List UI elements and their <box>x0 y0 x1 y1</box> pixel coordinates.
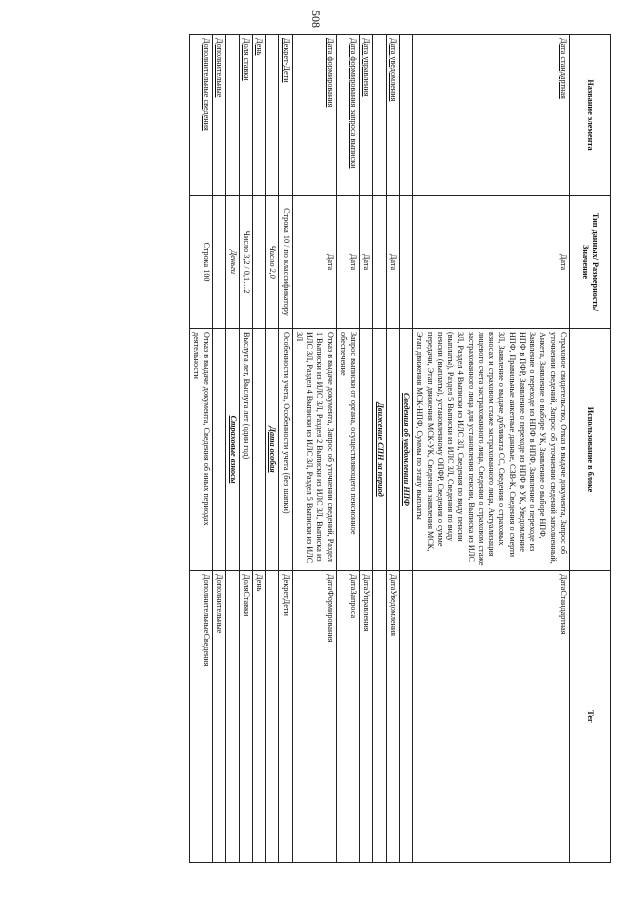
table-row <box>239 35 252 863</box>
cell-element-name <box>226 35 239 196</box>
table-row <box>292 35 336 863</box>
cell-tag: ДатаЗапроса <box>336 571 360 863</box>
cell-usage: Страховые взносы <box>226 329 239 571</box>
cell-data-type: Дата <box>336 196 360 329</box>
cell-usage <box>386 329 399 571</box>
table-row <box>253 35 266 863</box>
cell-element-name: Дата уведомления <box>386 35 399 196</box>
cell-element-name: Доля ставки <box>239 35 252 196</box>
table-row <box>360 35 373 863</box>
cell-usage: Дата особая <box>266 329 279 571</box>
cell-tag: Дополнительные <box>213 571 226 863</box>
cell-data-type <box>373 196 386 329</box>
cell-element-name: Дополнительные <box>213 35 226 196</box>
cell-data-type <box>213 196 226 329</box>
cell-tag: День <box>253 571 266 863</box>
table-row <box>213 35 226 863</box>
cell-tag: ДоляСтавки <box>239 571 252 863</box>
cell-tag <box>400 571 413 863</box>
cell-element-name <box>266 35 279 196</box>
cell-tag <box>373 571 386 863</box>
cell-tag: ДополнительныеСведения <box>189 571 213 863</box>
cell-usage: Движение СПН за период <box>373 329 386 571</box>
cell-element-name: Дата стандартная <box>413 35 570 196</box>
cell-usage: Отказ в выдаче документа, Запрос об уточнении сведений, Раздел 1 Выписки из ИЛС ЗЛ, Раздел 2 Выписки из ИЛС ЗЛ, Выписка из ИЛС ЗЛ, Раздел 4 Выписки из ИЛС ЗЛ, Раздел 5 Выписки из ИЛС ЗЛ <box>292 329 336 571</box>
table-row <box>386 35 399 863</box>
cell-element-name: Декрет-Дети <box>279 35 292 196</box>
section-row <box>400 35 413 863</box>
column-header-type: Тип данных/ Размерность/ Значение <box>570 196 611 329</box>
cell-tag <box>226 571 239 863</box>
table-row <box>336 35 360 863</box>
cell-element-name: Дата формирования <box>292 35 336 196</box>
cell-usage: Страховое свидетельство, Отказ в выдаче документа, Запрос об уточнении сведений, Запрос об уточнении сведений заполненный, Анкета, Заявление о выборе УК, Заявление о выборе НПФ, Заявление о переходе из НПФ в НПФ, Заявление о переходе из НПФ в ПФР, Заявление о переходе из НПФ в УК, Уведомление НПФ, Правильные анкетные данные, СЗВ-К, Сведения о смерти ЗЛ, Заявление о выдаче дубликата СС, Сведения о страховых взносах и страховом стаже застрахованного лица, Актуализация лицевого счета застрахованного лица, Сведения о страховом стаже застрахованного лица для установления пенсии, Выписка из ИЛС ЗЛ, Раздел 4 Выписки из ИЛС ЗЛ, Сведения по виду пенсии (выплаты), Раздел 5 Выписки из ИЛС ЗЛ, Сведения по виду пенсии (выплаты), установленному ОПФР, Сведения о сумме передачи, Этап движения МСК-УК, Сведения заявления МСК, Этап движения МСК-НПФ, Суммы по этапу выплаты <box>413 329 570 571</box>
page-number: 508 <box>309 10 323 28</box>
cell-usage <box>213 329 226 571</box>
cell-data-type: Деньги <box>226 196 239 329</box>
table-row <box>413 35 570 863</box>
cell-tag: ДатаСтандартная <box>413 571 570 863</box>
cell-data-type: Число 3,2 / 0,1…2 <box>239 196 252 329</box>
table-row <box>279 35 292 863</box>
cell-usage: Особенности учета, Особенности учета (без шапки) <box>279 329 292 571</box>
cell-element-name: День <box>253 35 266 196</box>
section-row <box>373 35 386 863</box>
table-row <box>189 35 213 863</box>
cell-usage: Выслуга лет, Выслуга лет (один год) <box>239 329 252 571</box>
cell-usage <box>253 329 266 571</box>
cell-data-type: Строка 10 / по классификатору <box>279 196 292 329</box>
section-row <box>226 35 239 863</box>
cell-element-name <box>400 35 413 196</box>
cell-usage: Сведения об уведомлении НПФ <box>400 329 413 571</box>
cell-tag: ДатаУведомления <box>386 571 399 863</box>
column-header-name: Название элемента <box>570 35 611 196</box>
cell-data-type <box>253 196 266 329</box>
cell-element-name <box>373 35 386 196</box>
cell-data-type <box>400 196 413 329</box>
cell-data-type: Строка 100 <box>189 196 213 329</box>
cell-tag: ДекретДети <box>279 571 292 863</box>
cell-usage: Отказ в выдаче документа, Сведения об иных периодах деятельности <box>189 329 213 571</box>
cell-element-name: Дополнительные сведения <box>189 35 213 196</box>
cell-tag: ДатаФормирования <box>292 571 336 863</box>
cell-data-type: Дата <box>360 196 373 329</box>
column-header-usage: Использование в блоке <box>570 329 611 571</box>
cell-usage <box>360 329 373 571</box>
cell-element-name: Дата формирования запроса выписки <box>336 35 360 196</box>
elements-table <box>189 34 611 863</box>
cell-tag <box>266 571 279 863</box>
column-header-tag: Тег <box>570 571 611 863</box>
cell-data-type: Дата <box>413 196 570 329</box>
cell-element-name: Дата управления <box>360 35 373 196</box>
section-row <box>266 35 279 863</box>
table-header-row <box>570 35 611 863</box>
cell-data-type: Число 2,0 <box>266 196 279 329</box>
cell-usage: Запрос выписки от органа, осуществляющего пенсионное обеспечение <box>336 329 360 571</box>
cell-data-type: Дата <box>292 196 336 329</box>
cell-data-type: Дата <box>386 196 399 329</box>
cell-tag: ДатаУправления <box>360 571 373 863</box>
